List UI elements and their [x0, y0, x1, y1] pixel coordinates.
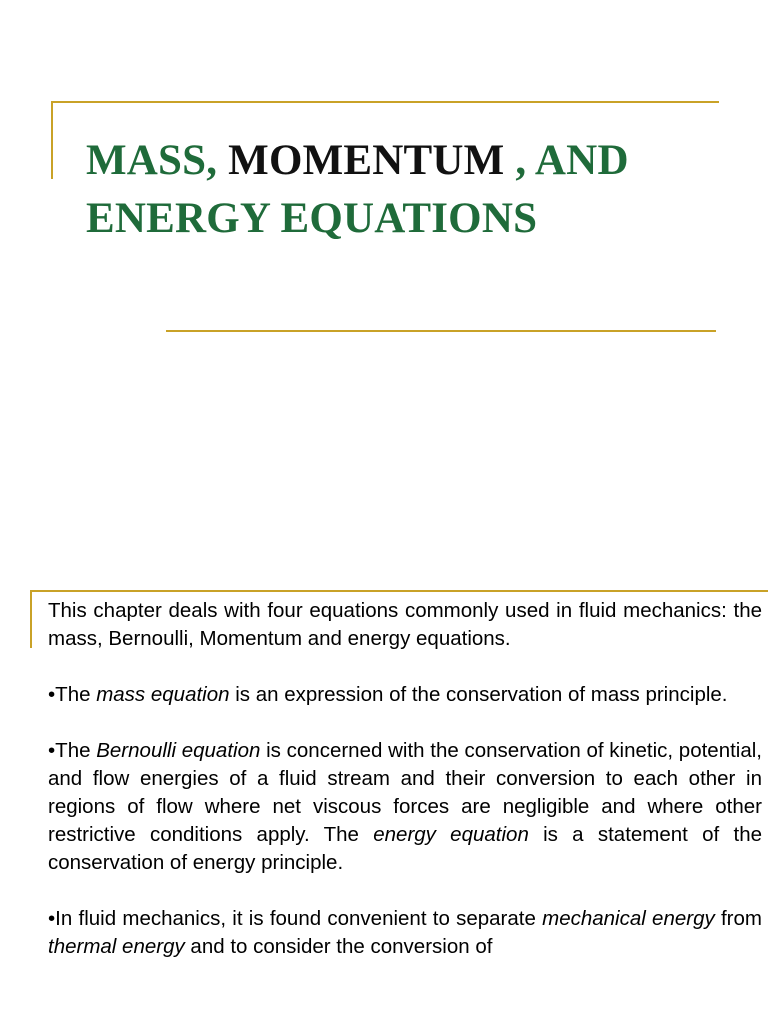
title-underline-rule [166, 330, 716, 332]
bernoulli-equation-term: Bernoulli equation [96, 739, 261, 762]
mass-equation-paragraph [48, 681, 762, 709]
slide-title [86, 132, 736, 248]
title-part-mass: MASS, [86, 137, 218, 184]
body-frame-left-rule [30, 590, 32, 648]
mass-equation-term: mass equation [96, 683, 230, 706]
mass-rest: is an expression of the conservation of mass principle. [229, 683, 728, 706]
mechanical-energy-term: mechanical energy [542, 907, 715, 930]
intro-paragraph [48, 597, 762, 653]
bernoulli-rest: is concerned with the conservation of kinetic, potential, and flow energies of a fluid stream and their conversion to each other in regions of flow where net viscous forces are negligible and where other restrictive conditions apply. The [48, 739, 763, 846]
bernoulli-equation-paragraph [48, 737, 762, 877]
mass-prefix: •The [48, 683, 97, 706]
body-text [48, 597, 762, 989]
mechanics-mid: from [714, 907, 762, 930]
title-part-energy: , AND ENERGY EQUATIONS [86, 137, 629, 242]
bernoulli-prefix: •The [48, 739, 97, 762]
title-frame-left-rule [51, 101, 53, 179]
body-frame-top-rule [30, 590, 768, 592]
body-slide [0, 585, 768, 1024]
title-part-momentum: MOMENTUM [228, 137, 505, 184]
mechanics-prefix: •In fluid mechanics, it is found convenient to separate [48, 907, 543, 930]
intro-text: This chapter deals with four equations commonly used in fluid mechanics: the mass, Bernoulli, Momentum and energy equations. [48, 599, 762, 650]
thermal-energy-term: thermal energy [48, 935, 185, 958]
energy-equation-term: energy equation [373, 823, 529, 846]
mechanical-energy-paragraph [48, 905, 762, 961]
energy-equation-rest: is a statement of the conservation of energy principle. [48, 823, 762, 874]
title-frame-top-rule [51, 101, 719, 103]
mechanics-rest: and to consider the conversion of [184, 935, 493, 958]
